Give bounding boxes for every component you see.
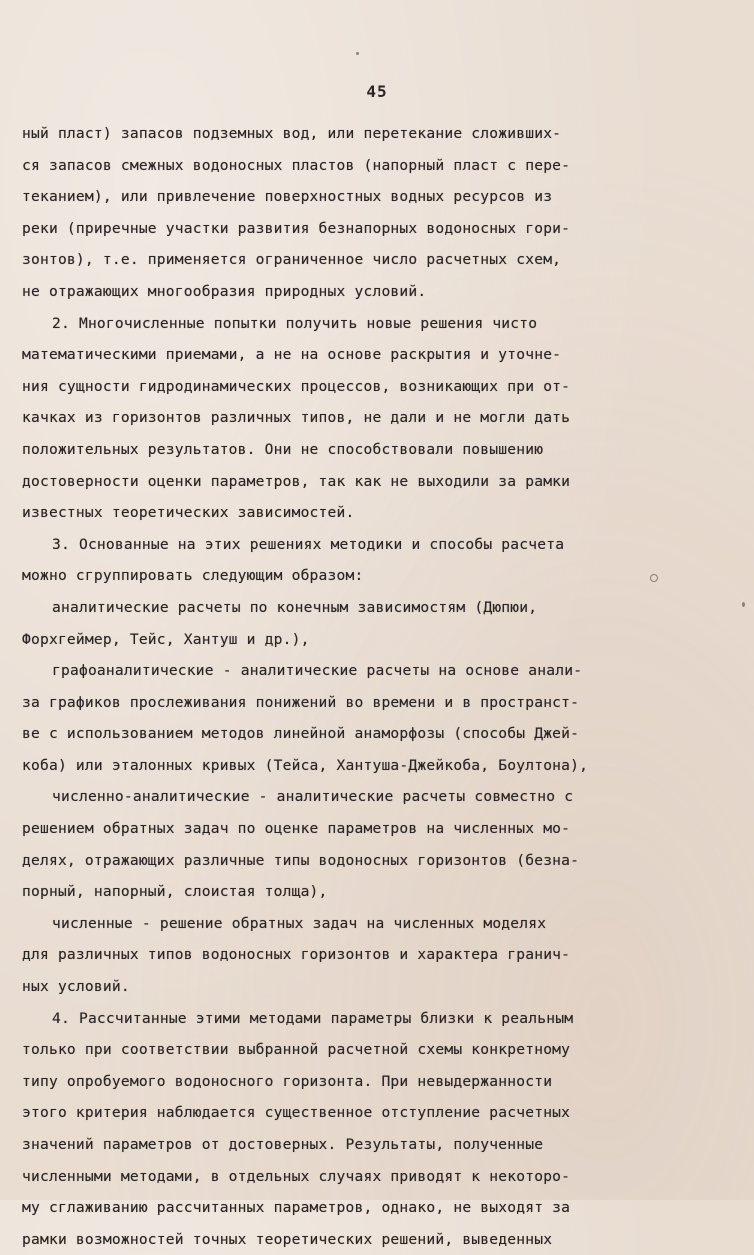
list-item-analytical: аналитические расчеты по конечным зависимостям (Дюпюи, xyxy=(52,598,538,616)
text-line: теканием), или привлечение поверхностных водных ресурсов из xyxy=(22,188,553,206)
paragraph-2-start: 2. Многочисленные попытки получить новые решения чисто xyxy=(52,314,538,332)
text-line: значений параметров от достоверных. Результаты, полученные xyxy=(22,1136,544,1153)
text-line: за графиков прослеживания понижений во времени и в пространст- xyxy=(22,693,580,711)
body-text xyxy=(22,118,742,1255)
text-line: ся запасов смежных водоносных пластов (напорный пласт с пере- xyxy=(22,156,571,174)
text-line: численными методами, в отдельных случаях приводят к некоторо- xyxy=(22,1167,571,1185)
text-line: можно сгруппировать следующим образом: xyxy=(22,567,364,585)
text-line: известных теоретических зависимостей. xyxy=(22,504,355,522)
text-line: для различных типов водоносных горизонтов и характера гранич- xyxy=(22,946,571,964)
text-line: порный, напорный, слоистая толща), xyxy=(22,883,328,901)
text-line: типу опробуемого водоносного горизонта. При невыдержанности xyxy=(22,1072,553,1090)
text-line: коба) или эталонных кривых (Тейса, Хантуша-Джейкоба, Боултона), xyxy=(22,756,589,774)
text-line: решением обратных задач по оценке параметров на численных мо- xyxy=(22,820,571,838)
text-line: этого критерия наблюдается существенное отступление расчетных xyxy=(22,1104,571,1122)
text-line: му сглаживанию рассчитанных параметров, однако, не выходят за xyxy=(22,1199,571,1217)
text-line: делях, отражающих различные типы водоносных горизонтов (безна- xyxy=(22,851,580,869)
text-line: математическими приемами, а не на основе раскрытия и уточне- xyxy=(22,346,562,364)
paragraph-4-start: 4. Рассчитанные этими методами параметры близки к реальным xyxy=(52,1009,574,1027)
text-line: зонтов), т.е. применяется ограниченное число расчетных схем, xyxy=(22,251,562,269)
page-number: 45 xyxy=(366,82,388,101)
paper-speck xyxy=(356,52,359,55)
text-line: ный пласт) запасов подземных вод, или перетекание сложивших- xyxy=(22,125,562,142)
paper-speck xyxy=(650,574,658,582)
text-line: ве с использованием методов линейной анаморфозы (способы Джей- xyxy=(22,725,580,743)
text-line: реки (приречные участки развития безнапорных водоносных гори- xyxy=(22,219,571,237)
list-item-numerical: численные - решение обратных задач на численных моделях xyxy=(52,914,547,932)
list-item-graphoanalytical: графоаналитические - аналитические расчеты на основе анали- xyxy=(52,662,583,680)
text-line: Форхгеймер, Тейс, Хантуш и др.), xyxy=(22,630,310,648)
text-line: положительных результатов. Они не способствовали повышению xyxy=(22,440,544,458)
text-line: ния сущности гидродинамических процессов, возникающих при от- xyxy=(22,377,571,395)
text-line: достоверности оценки параметров, так как не выходили за рамки xyxy=(22,472,571,490)
text-line: ных условий. xyxy=(22,978,130,996)
text-line: не отражающих многообразия природных условий. xyxy=(22,282,427,300)
paragraph-3-start: 3. Основанные на этих решениях методики и способы расчета xyxy=(52,535,565,553)
paper-speck xyxy=(742,602,745,607)
text-line: качках из горизонтов различных типов, не дали и не могли дать xyxy=(22,409,571,427)
text-line: только при соответствии выбранной расчетной схемы конкретному xyxy=(22,1041,571,1059)
text-line: рамки возможностей точных теоретических решений, выведенных xyxy=(22,1230,553,1248)
list-item-numerical-analytical: численно-аналитические - аналитические расчеты совместно с xyxy=(52,788,574,806)
